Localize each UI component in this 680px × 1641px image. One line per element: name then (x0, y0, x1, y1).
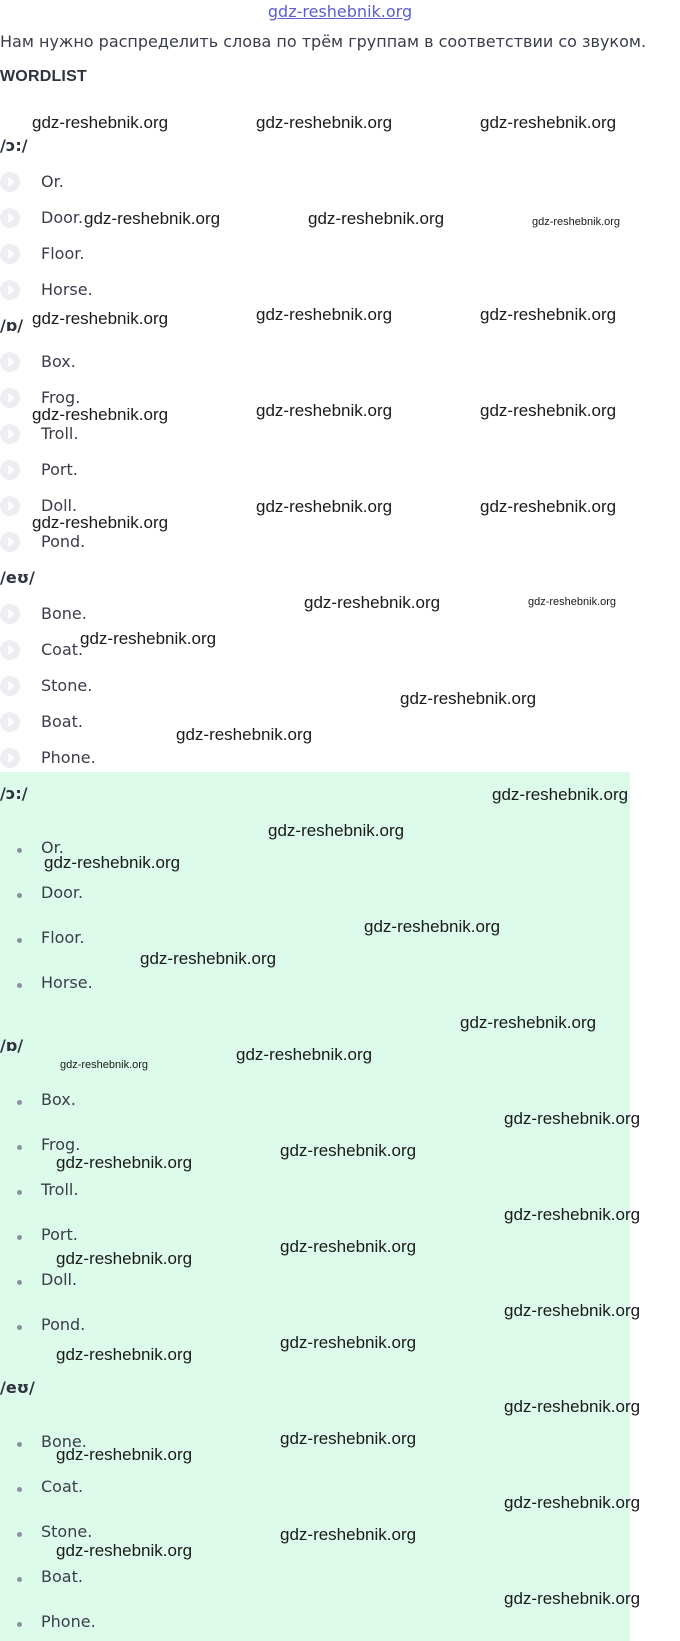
answer-word: Or. (41, 838, 64, 857)
answer-word: Pond. (41, 1315, 86, 1334)
play-icon[interactable] (0, 460, 20, 480)
play-icon[interactable] (0, 712, 20, 732)
watermark: gdz-reshebnik.org (364, 917, 501, 936)
watermark: gdz-reshebnik.org (400, 689, 537, 708)
bullet-icon (17, 1622, 22, 1627)
watermark: gdz-reshebnik.org (32, 405, 169, 424)
watermark: gdz-reshebnik.org (280, 1141, 417, 1160)
watermark: gdz-reshebnik.org (84, 209, 221, 228)
intro-text: Нам нужно распределить слова по трём группам в соответствии со звуком. (0, 32, 647, 51)
watermark: gdz-reshebnik.org (56, 1249, 193, 1268)
watermark: gdz-reshebnik.org (236, 1045, 373, 1064)
answer-word: Phone. (41, 1612, 96, 1631)
watermark: gdz-reshebnik.org (308, 209, 445, 228)
play-icon[interactable] (0, 604, 20, 624)
bullet-icon (17, 1190, 22, 1195)
word-label: Port. (41, 460, 78, 479)
word-label: Door. (41, 208, 84, 227)
bullet-icon (17, 1145, 22, 1150)
watermark: gdz-reshebnik.org (532, 216, 621, 228)
watermark: gdz-reshebnik.org (504, 1301, 641, 1320)
word-label: Pond. (41, 532, 86, 551)
word-label: Horse. (41, 280, 93, 299)
watermark: gdz-reshebnik.org (32, 513, 169, 532)
word-label: Bone. (41, 604, 87, 623)
watermark: gdz-reshebnik.org (56, 1153, 193, 1172)
watermark: gdz-reshebnik.org (280, 1237, 417, 1256)
wordlist-sound-heading: /ɔ:/ (0, 136, 28, 155)
watermark: gdz-reshebnik.org (480, 497, 617, 516)
watermark: gdz-reshebnik.org (32, 113, 169, 132)
watermark: gdz-reshebnik.org (304, 593, 441, 612)
word-label: Or. (41, 172, 64, 191)
watermark: gdz-reshebnik.org (460, 1013, 597, 1032)
play-icon[interactable] (0, 280, 20, 300)
answer-word: Box. (41, 1090, 76, 1109)
watermark: gdz-reshebnik.org (480, 401, 617, 420)
watermark: gdz-reshebnik.org (32, 309, 169, 328)
watermark: gdz-reshebnik.org (280, 1525, 417, 1544)
play-icon[interactable] (0, 424, 20, 444)
bullet-icon (17, 1532, 22, 1537)
watermark: gdz-reshebnik.org (80, 629, 217, 648)
answer-word: Door. (41, 883, 84, 902)
play-icon[interactable] (0, 640, 20, 660)
bullet-icon (17, 1280, 22, 1285)
wordlist-title: WORDLIST (0, 68, 87, 85)
site-link[interactable]: gdz-reshebnik.org (267, 2, 413, 21)
answer-word: Stone. (41, 1522, 93, 1541)
word-label: Frog. (41, 388, 81, 407)
watermark: gdz-reshebnik.org (504, 1109, 641, 1128)
watermark: gdz-reshebnik.org (480, 113, 617, 132)
answer-word: Coat. (41, 1477, 84, 1496)
play-icon[interactable] (0, 496, 20, 516)
watermark: gdz-reshebnik.org (140, 949, 277, 968)
bullet-icon (17, 1577, 22, 1582)
answer-word: Frog. (41, 1135, 81, 1154)
watermark: gdz-reshebnik.org (56, 1345, 193, 1364)
word-label: Phone. (41, 748, 96, 767)
watermark: gdz-reshebnik.org (56, 1445, 193, 1464)
bullet-icon (17, 1442, 22, 1447)
bullet-icon (17, 1235, 22, 1240)
watermark: gdz-reshebnik.org (504, 1397, 641, 1416)
wordlist-sound-heading: /eʊ/ (0, 568, 35, 587)
play-icon[interactable] (0, 244, 20, 264)
bullet-icon (17, 893, 22, 898)
watermark: gdz-reshebnik.org (44, 853, 181, 872)
watermark: gdz-reshebnik.org (176, 725, 313, 744)
watermark: gdz-reshebnik.org (528, 596, 617, 608)
answer-word: Bone. (41, 1432, 87, 1451)
answer-word: Port. (41, 1225, 78, 1244)
play-icon[interactable] (0, 748, 20, 768)
watermark: gdz-reshebnik.org (60, 1059, 149, 1071)
word-label: Boat. (41, 712, 83, 731)
watermark: gdz-reshebnik.org (256, 113, 393, 132)
watermark: gdz-reshebnik.org (504, 1493, 641, 1512)
bullet-icon (17, 848, 22, 853)
answer-sound-heading: /eʊ/ (0, 1378, 35, 1397)
answer-word: Doll. (41, 1270, 78, 1289)
word-label: Box. (41, 352, 76, 371)
play-icon[interactable] (0, 352, 20, 372)
word-label: Doll. (41, 496, 78, 515)
word-label: Stone. (41, 676, 93, 695)
word-label: Troll. (41, 424, 79, 443)
answer-word: Floor. (41, 928, 85, 947)
watermark: gdz-reshebnik.org (280, 1429, 417, 1448)
bullet-icon (17, 983, 22, 988)
watermark: gdz-reshebnik.org (256, 305, 393, 324)
answer-word: Troll. (41, 1180, 79, 1199)
watermark: gdz-reshebnik.org (480, 305, 617, 324)
bullet-icon (17, 938, 22, 943)
watermark: gdz-reshebnik.org (256, 401, 393, 420)
watermark: gdz-reshebnik.org (268, 821, 405, 840)
bullet-icon (17, 1325, 22, 1330)
watermark: gdz-reshebnik.org (504, 1205, 641, 1224)
play-icon[interactable] (0, 172, 20, 192)
bullet-icon (17, 1487, 22, 1492)
play-icon[interactable] (0, 208, 20, 228)
word-label: Coat. (41, 640, 84, 659)
answer-word: Horse. (41, 973, 93, 992)
answer-word: Boat. (41, 1567, 83, 1586)
answer-sound-heading: /ɔ:/ (0, 784, 28, 803)
bullet-icon (17, 1100, 22, 1105)
play-icon[interactable] (0, 388, 20, 408)
watermark: gdz-reshebnik.org (280, 1333, 417, 1352)
play-icon[interactable] (0, 532, 20, 552)
wordlist-sound-heading: /ɒ/ (0, 316, 24, 335)
watermark: gdz-reshebnik.org (504, 1589, 641, 1608)
play-icon[interactable] (0, 676, 20, 696)
watermark: gdz-reshebnik.org (56, 1541, 193, 1560)
watermark: gdz-reshebnik.org (492, 785, 629, 804)
word-label: Floor. (41, 244, 85, 263)
answer-sound-heading: /ɒ/ (0, 1036, 24, 1055)
watermark: gdz-reshebnik.org (256, 497, 393, 516)
